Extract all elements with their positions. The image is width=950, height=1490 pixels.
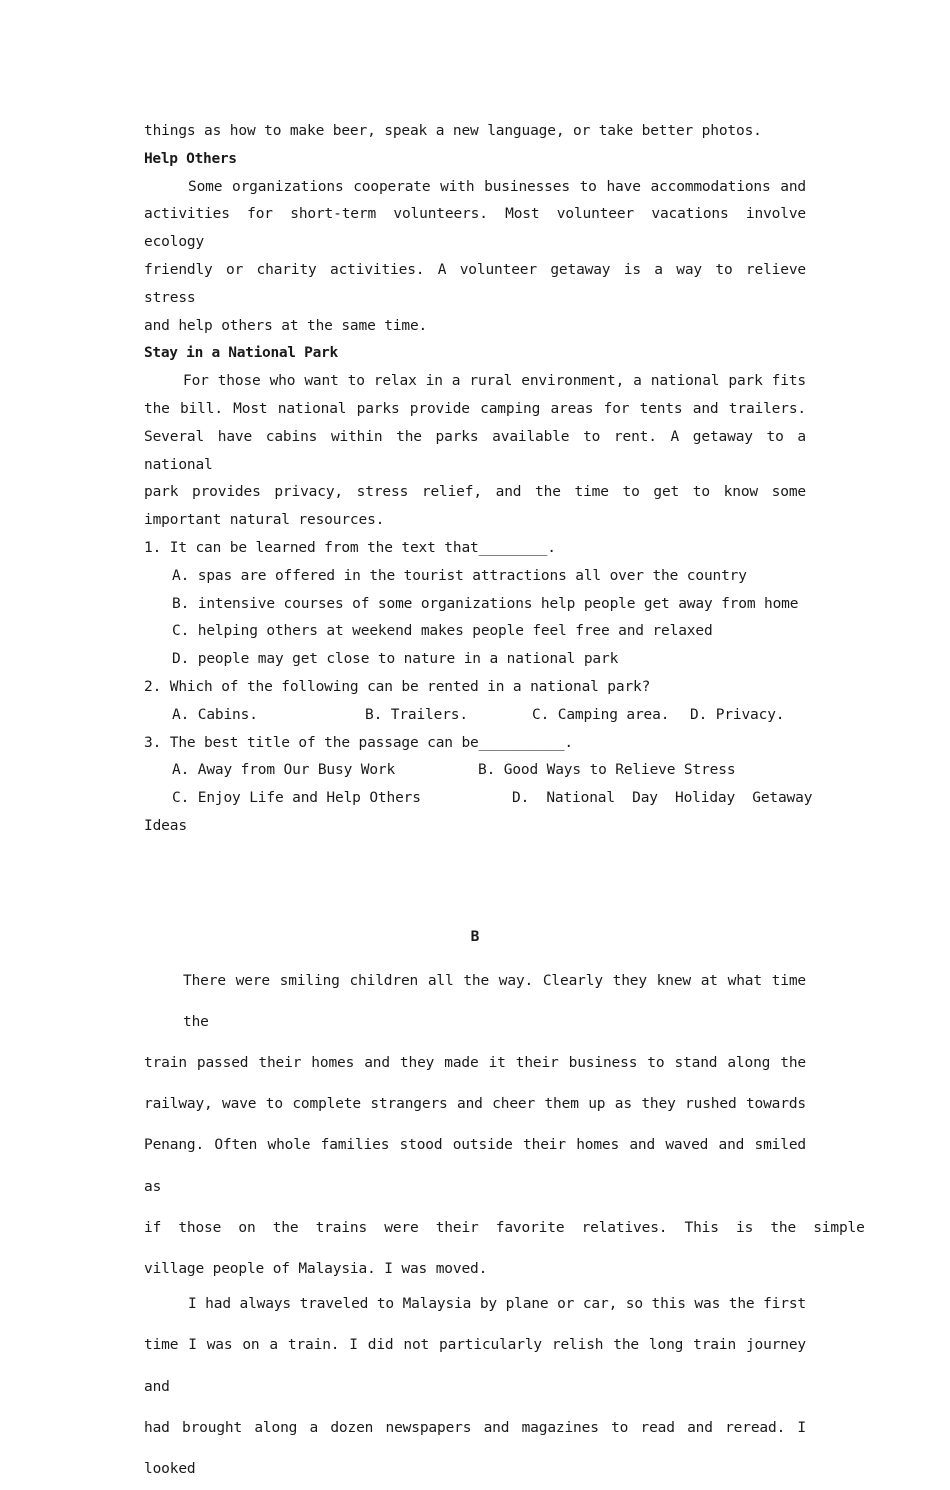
national-park-heading: Stay in a National Park xyxy=(144,345,338,362)
paragraph-line: time I was on a train. I did not particularly relish the long train journey and xyxy=(144,1337,806,1395)
paragraph-line: train passed their homes and they made it their business to stand along the xyxy=(144,1054,806,1071)
answer-options-row xyxy=(144,702,806,730)
paragraph-line: had brought along a dozen newspapers and magazines to read and reread. I looked xyxy=(144,1419,806,1477)
question-2 xyxy=(144,674,806,730)
paragraph-line: friendly or charity activities. A volunteer getaway is a way to relieve stress xyxy=(144,261,806,306)
paragraph-line: Penang. Often whole families stood outside their homes and waved and smiled as xyxy=(144,1137,806,1195)
answer-option-continuation: Ideas xyxy=(144,817,187,834)
paragraph-line: and help others at the same time. xyxy=(144,317,428,334)
paragraph-line: There were smiling children all the way. Clearly they knew at what time the xyxy=(183,972,806,1030)
answer-option: A. Away from Our Busy Work xyxy=(172,762,396,779)
answer-option: D. National Day Holiday Getaway xyxy=(512,790,813,807)
answer-option: C. Camping area. xyxy=(532,706,670,723)
question-stem: 2. Which of the following can be rented in a national park? xyxy=(144,678,651,695)
section-label: B xyxy=(470,928,480,945)
paragraph-line: Several have cabins within the parks available to rent. A getaway to a national xyxy=(144,428,806,473)
paragraph-line: railway, wave to complete strangers and cheer them up as they rushed towards xyxy=(144,1096,806,1113)
answer-option: B. Good Ways to Relieve Stress xyxy=(478,762,736,779)
passage-b-paragraph-1 xyxy=(144,961,865,1291)
answer-option: B. Trailers. xyxy=(365,706,468,723)
answer-option: C. helping others at weekend makes people feel free and relaxed xyxy=(172,623,713,640)
paragraph-line: if those on the trains were their favorite relatives. This is the simple xyxy=(144,1219,865,1236)
national-park-paragraph xyxy=(144,368,806,535)
paragraph-line: I had always traveled to Malaysia by plane or car, so this was the first xyxy=(188,1296,806,1313)
intro-tail-line: things as how to make beer, speak a new language, or take better photos. xyxy=(144,123,762,139)
question-3 xyxy=(144,730,813,841)
paragraph-line: activities for short-term volunteers. Most volunteer vacations involve ecology xyxy=(144,206,806,251)
help-others-paragraph xyxy=(144,174,806,341)
paragraph-line: important natural resources. xyxy=(144,512,385,529)
paragraph-line: For those who want to relax in a rural environment, a national park fits xyxy=(183,373,806,390)
answer-option: A. Cabins. xyxy=(172,706,258,723)
paragraph-line: Some organizations cooperate with businesses to have accommodations and xyxy=(188,178,806,195)
passage-b-paragraph-2 xyxy=(144,1284,806,1490)
question-1 xyxy=(144,535,806,674)
paragraph-line: park provides privacy, stress relief, and the time to get to know some xyxy=(144,484,806,501)
help-others-heading: Help Others xyxy=(144,150,237,167)
document-page xyxy=(144,118,865,1490)
answer-option: C. Enjoy Life and Help Others xyxy=(172,790,421,807)
answer-option: A. spas are offered in the tourist attractions all over the country xyxy=(172,567,747,584)
answer-options-row xyxy=(144,757,806,785)
answer-option: B. intensive courses of some organizations help people get away from home xyxy=(172,595,799,612)
answer-option: D. Privacy. xyxy=(690,706,785,723)
question-stem: 3. The best title of the passage can be__________. xyxy=(144,734,573,751)
paragraph-line: the bill. Most national parks provide camping areas for tents and trailers. xyxy=(144,400,806,417)
answer-options-row xyxy=(144,785,813,813)
answer-option: D. people may get close to nature in a national park xyxy=(172,651,619,668)
question-stem: 1. It can be learned from the text that________. xyxy=(144,539,556,556)
paragraph-line: village people of Malaysia. I was moved. xyxy=(144,1260,488,1277)
